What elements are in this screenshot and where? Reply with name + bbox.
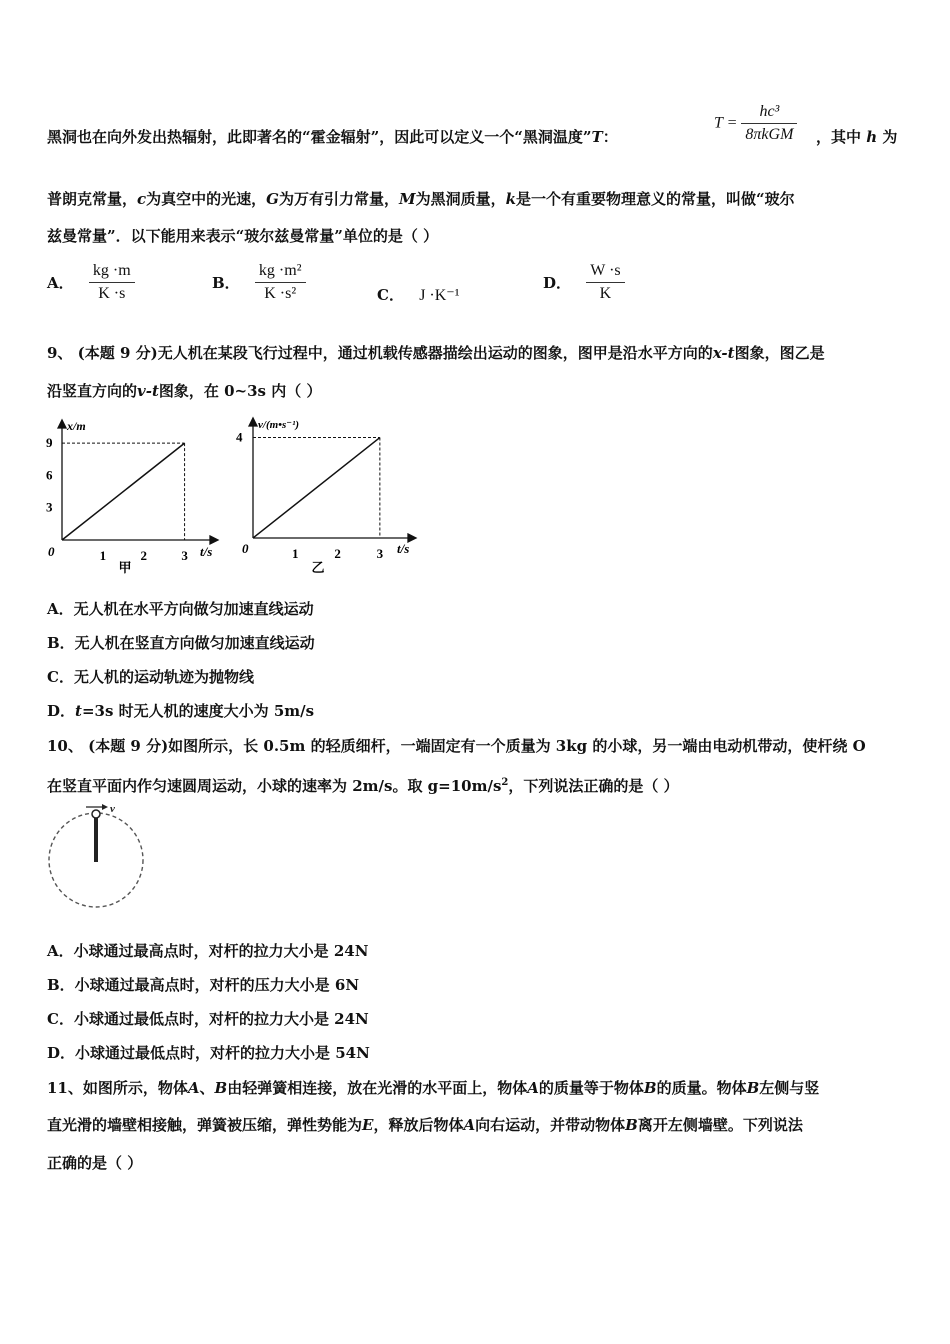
jia-data-line — [62, 443, 185, 540]
q10-option-d[interactable]: D．小球通过最低点时，对杆的拉力大小是 54N — [47, 1044, 370, 1062]
q10-option-a[interactable]: A．小球通过最高点时，对杆的拉力大小是 24N — [47, 942, 369, 960]
q11-line-1: 11、如图所示，物体A、B由轻弹簧相连接，放在光滑的水平面上，物体A的质量等于物体B的质量。物体B左侧与竖 — [47, 1079, 820, 1097]
jia-y-tick-6: 6 — [46, 467, 53, 483]
yi-x-tick-3: 3 — [376, 546, 384, 561]
q8-line-3: 兹曼常量”．以下能用来表示“玻尔兹曼常量”单位的是（ ） — [47, 227, 439, 245]
q11-line-2: 直光滑的墙壁相接触，弹簧被压缩，弹性势能为E，释放后物体A向右运动，并带动物体B离开左侧墙壁。下列说法 — [47, 1116, 803, 1134]
jia-x-label: t/s — [200, 544, 213, 559]
q9-line-1: 9、 (本题 9 分)无人机在某段飞行过程中，通过机载传感器描绘出运动的图象，图甲是沿水平方向的x-t图象，图乙是 — [47, 344, 825, 362]
jia-y-label: x/m — [67, 419, 86, 433]
circle-rod-figure — [44, 802, 154, 916]
jia-x-tick-1: 1 — [99, 548, 107, 563]
q10-line-1: 10、 (本题 9 分)如图所示，长 0.5m 的轻质细杆，一端固定有一个质量为 3kg 的小球，另一端由电动机带动，使杆绕 O — [47, 737, 866, 755]
yi-x-tick-2: 2 — [334, 546, 341, 561]
yi-origin: 0 — [242, 541, 249, 556]
jia-x-arrow — [210, 536, 218, 544]
jia-y-tick-9: 9 — [46, 435, 53, 451]
ball — [92, 810, 100, 818]
q8-option-c[interactable]: C． J ·K⁻¹ — [377, 286, 460, 304]
q8-line-2: 普朗克常量，c为真空中的光速，G为万有引力常量，M为黑洞质量，k是一个有重要物理意义的常量，叫做“玻尔 — [47, 190, 795, 208]
jia-y-arrow — [58, 420, 66, 428]
yi-x-label: t/s — [397, 541, 410, 556]
q10-line-2: 在竖直平面内作匀速圆周运动，小球的速率为 2m/s。取 $g=10m/s^2$，下列说法正确的是（ ） — [47, 777, 679, 795]
yi-x-tick-1: 1 — [292, 546, 299, 561]
jia-x-tick-3: 3 — [181, 548, 188, 563]
q8-option-a[interactable]: A． $\frac{kg \cdot m}{K \cdot s}$ — [47, 262, 135, 303]
q9-line-2: 沿竖直方向的v-t图象，在 0~3s 内（ ） — [47, 382, 322, 400]
yi-data-line — [253, 438, 380, 538]
hawking-temperature-formula: T = $\frac{\text{hc³}}{\text{8πkGM}}$ — [714, 103, 797, 144]
graph-jia — [40, 410, 230, 580]
q9-option-a[interactable]: A．无人机在水平方向做匀加速直线运动 — [47, 600, 314, 618]
q8-line-1: 黑洞也在向外发出热辐射，此即著名的“霍金辐射”，因此可以定义一个“黑洞温度”T： — [47, 128, 618, 146]
q8-option-d[interactable]: D． $\frac{W \cdot s}{K}$ — [543, 262, 625, 303]
q11-line-3: 正确的是（ ） — [47, 1154, 143, 1172]
q9-option-b[interactable]: B．无人机在竖直方向做匀加速直线运动 — [47, 634, 315, 652]
q9-option-d[interactable]: D．t=3s 时无人机的速度大小为 5m/s — [47, 702, 315, 720]
jia-caption: 甲 — [118, 560, 132, 575]
velocity-arrow-head — [102, 804, 108, 810]
q8-option-b[interactable]: B． $\frac{\text{kg ·m²}}{\text{K ·s²}}$ — [212, 262, 306, 303]
graph-yi — [230, 410, 430, 580]
yi-y-tick-4: 4 — [236, 429, 243, 445]
jia-origin: 0 — [48, 544, 55, 559]
yi-y-arrow — [249, 418, 257, 426]
q8-line-1-end: ，其中 h 为 — [816, 128, 898, 146]
q10-option-b[interactable]: B．小球通过最高点时，对杆的压力大小是 6N — [47, 976, 360, 994]
yi-y-label: v/(m•s⁻¹) — [258, 419, 300, 431]
jia-y-tick-3: 3 — [46, 499, 53, 515]
velocity-label: v — [110, 803, 115, 815]
jia-x-tick-2: 2 — [140, 548, 147, 563]
yi-caption: 乙 — [311, 560, 325, 575]
q10-option-c[interactable]: C．小球通过最低点时，对杆的拉力大小是 24N — [47, 1010, 369, 1028]
rod — [94, 814, 98, 862]
q9-option-c[interactable]: C．无人机的运动轨迹为抛物线 — [47, 668, 254, 686]
